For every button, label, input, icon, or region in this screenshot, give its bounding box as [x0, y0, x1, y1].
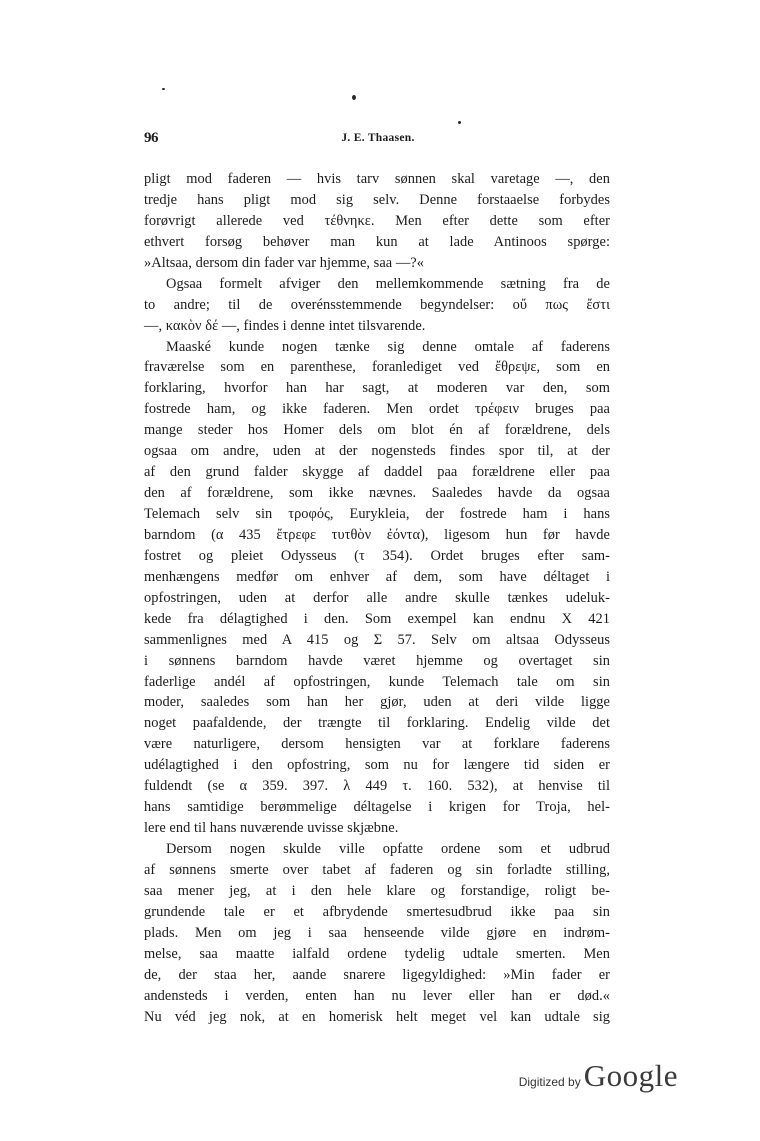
text-line: forklaring, hvorfor han har sagt, at moderen var den, som — [144, 380, 610, 397]
text-line: af sønnens smerte over tabet af faderen og sin forladte stilling, — [144, 861, 610, 878]
text-line: andensteds i verden, enten han nu lever eller han er død.« — [144, 987, 610, 1004]
text-line: kede fra délagtighed i den. Som exempel kan endnu X 421 — [144, 610, 610, 627]
text-line: ogsaa om andre, uden at der nogensteds findes spor til, at der — [144, 443, 610, 460]
text-line: fuldendt (se α 359. 397. λ 449 τ. 160. 532), at henvise til — [144, 778, 610, 795]
text-line: den af forældrene, som ikke nævnes. Saaledes havde da ogsaa — [144, 485, 610, 502]
text-line: være naturligere, dersom hensigten var at forklare faderens — [144, 736, 610, 753]
google-logo: Google — [583, 1058, 678, 1093]
page-number: 96 — [144, 130, 158, 146]
text-line: udélagtighed i den opfostring, som nu for længere tid siden er — [144, 757, 610, 774]
text-line: tredje hans pligt mod sig selv. Denne forstaaelse forbydes — [144, 191, 610, 208]
text-line: Nu véd jeg nok, at en homerisk helt meget vel kan udtale sig — [144, 1008, 610, 1025]
text-line: fostret og pleiet Odysseus (τ 354). Ordet bruges efter sam- — [144, 547, 610, 564]
paragraph-start: Maaské kunde nogen tænke sig denne omtale af faderens — [166, 338, 610, 355]
body-text — [144, 169, 610, 1027]
text-line: de, der staa her, aande snarere ligegyldighed: »Min fader er — [144, 966, 610, 983]
scan-speck — [162, 88, 165, 90]
text-line: Telemach selv sin τροφός, Eurykleia, der fostrede ham i hans — [144, 506, 610, 522]
text-line: fraværelse som en parenthese, foranlediget ved ἔθρεψε, som en — [144, 359, 610, 376]
text-line: »Altsaa, dersom din fader var hjemme, saa —?« — [144, 254, 424, 271]
digitized-by-watermark — [519, 1058, 678, 1098]
text-line: noget paafaldende, der trængte til forklaring. Endelig vilde det — [144, 715, 610, 732]
text-line: forøvrigt allerede ved τέθνηκε. Men efter dette som efter — [144, 212, 610, 229]
running-title: J. E. Thaasen. — [341, 132, 415, 144]
paragraph-start: Dersom nogen skulde ville opfatte ordene som et udbrud — [166, 841, 610, 857]
paragraph-start: Ogsaa formelt afviger den mellemkommende sætning fra de — [166, 275, 610, 292]
text-line: grundende tale er et afbrydende smertesudbrud ikke paa sin — [144, 903, 610, 920]
text-line: to andre; til de overénsstemmende begyndelser: οὔ πως ἔστι — [144, 296, 610, 313]
text-line: opfostringen, uden at derfor alle andre skulle tænkes udeluk- — [144, 589, 610, 606]
text-line: plads. Men om jeg i saa henseende vilde gjøre en indrøm- — [144, 924, 610, 941]
text-line: —, κακὸν δέ —, findes i denne intet tilsvarende. — [144, 317, 426, 334]
text-line: af den grund falder skygge af daddel paa forældrene eller paa — [144, 464, 610, 481]
text-line: lere end til hans nuværende uvisse skjæbne. — [144, 820, 399, 837]
page-header — [144, 130, 612, 150]
text-line: saa mener jeg, at i den hele klare og forstandige, roligt be- — [144, 882, 610, 899]
scan-speck — [352, 95, 356, 100]
scan-speck — [458, 121, 461, 124]
digitized-by-label: Digitized by — [518, 1075, 581, 1089]
text-line: menhængens medfør om enhver af dem, som have déltaget i — [144, 568, 610, 585]
text-line: hans samtidige berømmelige déltagelse i krigen for Troja, hel- — [144, 799, 610, 816]
text-line: ethvert forsøg behøver man kun at lade Antinoos spørge: — [144, 233, 610, 250]
text-line: barndom (α 435 ἔτρεφε τυτθὸν ἐόντα), ligesom hun før havde — [144, 526, 610, 543]
text-line: melse, saa maatte ialfald ordene tydelig udtale smerten. Men — [144, 945, 610, 962]
text-line: faderlige andél af opfostringen, kunde Telemach tale om sin — [144, 673, 610, 690]
text-line: i sønnens barndom havde været hjemme og overtaget sin — [144, 652, 610, 669]
text-line: fostrede ham, og ikke faderen. Men ordet τρέφειν bruges paa — [144, 401, 610, 418]
text-line: mange steder hos Homer dels om blot én af forældrene, dels — [144, 422, 610, 439]
text-line: moder, saaledes som han her gjør, uden at deri vilde ligge — [144, 694, 610, 711]
text-line: pligt mod faderen — hvis tarv sønnen skal varetage —, den — [144, 171, 610, 187]
text-line: sammenlignes med A 415 og Σ 57. Selv om altsaa Odysseus — [144, 631, 610, 648]
